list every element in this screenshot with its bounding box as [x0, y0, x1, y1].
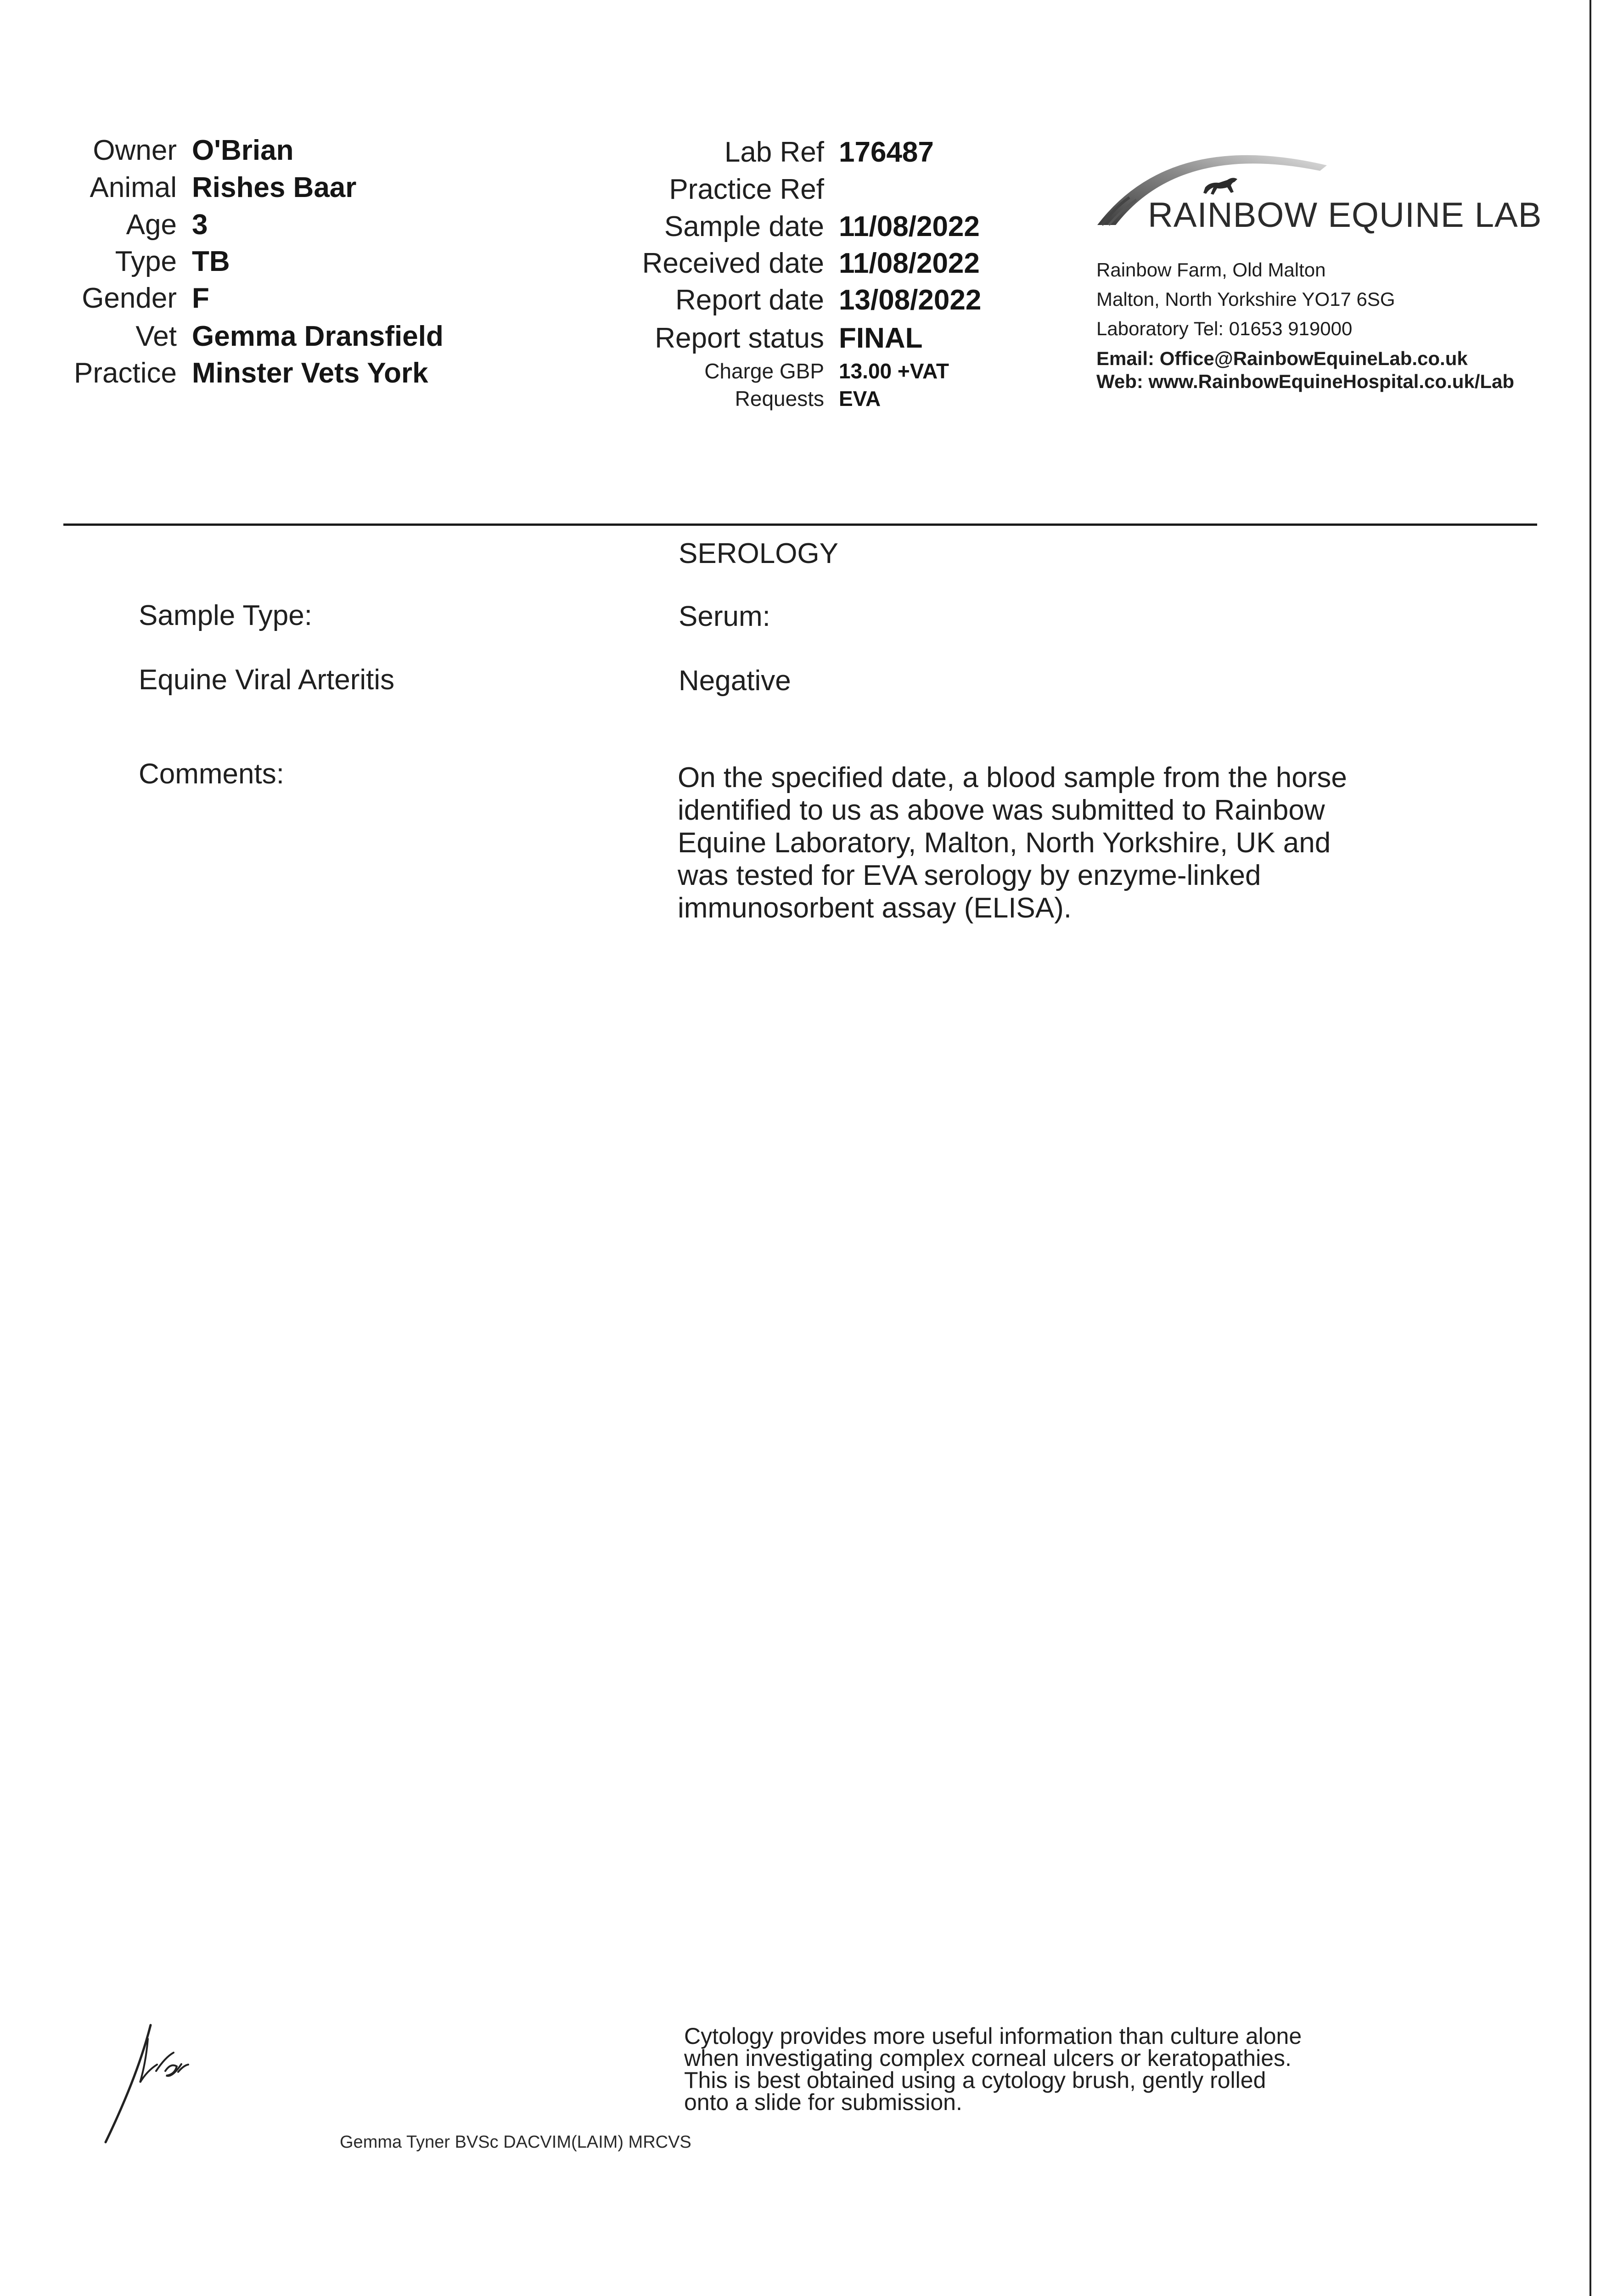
lab-ref-value: 176487 [839, 136, 934, 168]
lab-address-line1: Rainbow Farm, Old Malton [1096, 259, 1326, 281]
report-date-value: 13/08/2022 [839, 284, 982, 316]
report-date-label: Report date [675, 284, 824, 316]
age-value: 3 [192, 209, 208, 241]
received-date-value: 11/08/2022 [839, 248, 980, 279]
requests-value: EVA [839, 387, 881, 411]
test-name: Equine Viral Arteritis [139, 664, 395, 696]
comments-label: Comments: [139, 758, 284, 790]
animal-label: Animal [90, 172, 177, 203]
footer-note: Cytology provides more useful information than culture alone when investigating complex corneal ulcers or keratopathies. This is best obtained using a cytology brush, gently rolled onto a slide for submission. [684, 2023, 1302, 2115]
owner-label: Owner [93, 135, 177, 166]
sample-date-label: Sample date [664, 211, 824, 242]
signature-icon [96, 2020, 207, 2149]
practice-value: Minster Vets York [192, 357, 428, 389]
comments-text: On the specified date, a blood sample from the horse identified to us as above was submitted to Rainbow Equine Laboratory, Malton, North Yorkshire, UK and was tested for EVA serology by enzyme-linked immunosorbent assay (ELISA). [678, 762, 1347, 924]
section-title: SEROLOGY [679, 538, 838, 569]
animal-value: Rishes Baar [192, 172, 357, 203]
lab-web: Web: www.RainbowEquineHospital.co.uk/Lab [1096, 371, 1515, 392]
owner-value: O'Brian [192, 135, 294, 166]
sample-type-label: Sample Type: [139, 600, 312, 631]
practice-ref-label: Practice Ref [669, 174, 824, 205]
vet-label: Vet [135, 321, 177, 352]
requests-label: Requests [735, 387, 824, 411]
sample-type-value: Serum: [679, 601, 770, 632]
horse-icon [1203, 178, 1237, 195]
page-edge-line [1589, 0, 1591, 2296]
signatory: Gemma Tyner BVSc DACVIM(LAIM) MRCVS [340, 2133, 691, 2152]
type-value: TB [192, 246, 230, 277]
vet-value: Gemma Dransfield [192, 321, 444, 352]
header-divider [63, 523, 1537, 526]
gender-label: Gender [82, 282, 177, 314]
gender-value: F [192, 282, 209, 314]
sample-date-value: 11/08/2022 [839, 211, 980, 242]
practice-label: Practice [74, 357, 177, 389]
type-label: Type [115, 246, 177, 277]
charge-value: 13.00 +VAT [839, 359, 949, 383]
lab-ref-label: Lab Ref [724, 136, 824, 168]
charge-label: Charge GBP [704, 359, 824, 383]
report-status-label: Report status [655, 322, 824, 354]
lab-address-line2: Malton, North Yorkshire YO17 6SG [1096, 288, 1395, 310]
lab-email: Email: Office@RainbowEquineLab.co.uk [1096, 348, 1468, 369]
report-status-value: FINAL [839, 322, 923, 354]
age-label: Age [126, 209, 177, 241]
received-date-label: Received date [642, 248, 824, 279]
test-result: Negative [679, 665, 791, 697]
lab-name: RAINBOW EQUINE LAB [1148, 196, 1542, 235]
lab-telephone: Laboratory Tel: 01653 919000 [1096, 318, 1353, 339]
